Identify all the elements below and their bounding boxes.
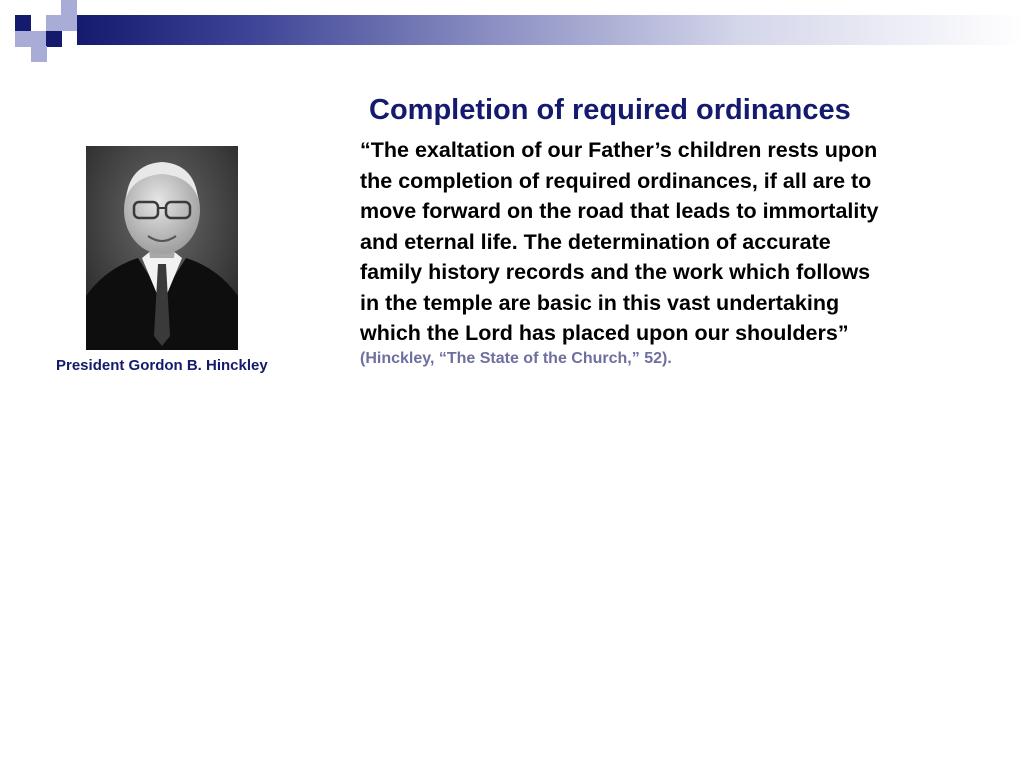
- quote-line: move forward on the road that leads to immortality: [360, 199, 879, 223]
- decor-square-light: [46, 15, 62, 31]
- decor-square-light: [15, 31, 31, 47]
- quote-block: [360, 135, 1000, 349]
- photo-caption: President Gordon B. Hinckley: [56, 357, 268, 374]
- decor-square-dark: [15, 15, 31, 31]
- portrait-photo: [86, 146, 238, 350]
- quote-line: the completion of required ordinances, if all are to: [360, 168, 872, 193]
- quote-line: and eternal life. The determination of accurate: [360, 229, 831, 254]
- quote-line: in the temple are basic in this vast undertaking: [360, 290, 840, 315]
- quote-line: family history records and the work which follows: [360, 260, 871, 284]
- decor-square-light: [31, 31, 47, 47]
- decor-square-dark: [46, 31, 62, 47]
- decor-square-light: [61, 0, 77, 16]
- decor-square-light: [31, 46, 47, 62]
- decor-square-light: [61, 15, 77, 31]
- header-gradient-bar: [77, 15, 1024, 45]
- quote-line: “The exaltation of our Father’s children rests upon: [360, 138, 878, 162]
- slide-title: Completion of required ordinances: [369, 94, 851, 126]
- quote-citation: (Hinckley, “The State of the Church,” 52).: [360, 350, 672, 367]
- portrait-image: [86, 146, 238, 350]
- quote-line: which the Lord has placed upon our shoulders”: [360, 321, 849, 345]
